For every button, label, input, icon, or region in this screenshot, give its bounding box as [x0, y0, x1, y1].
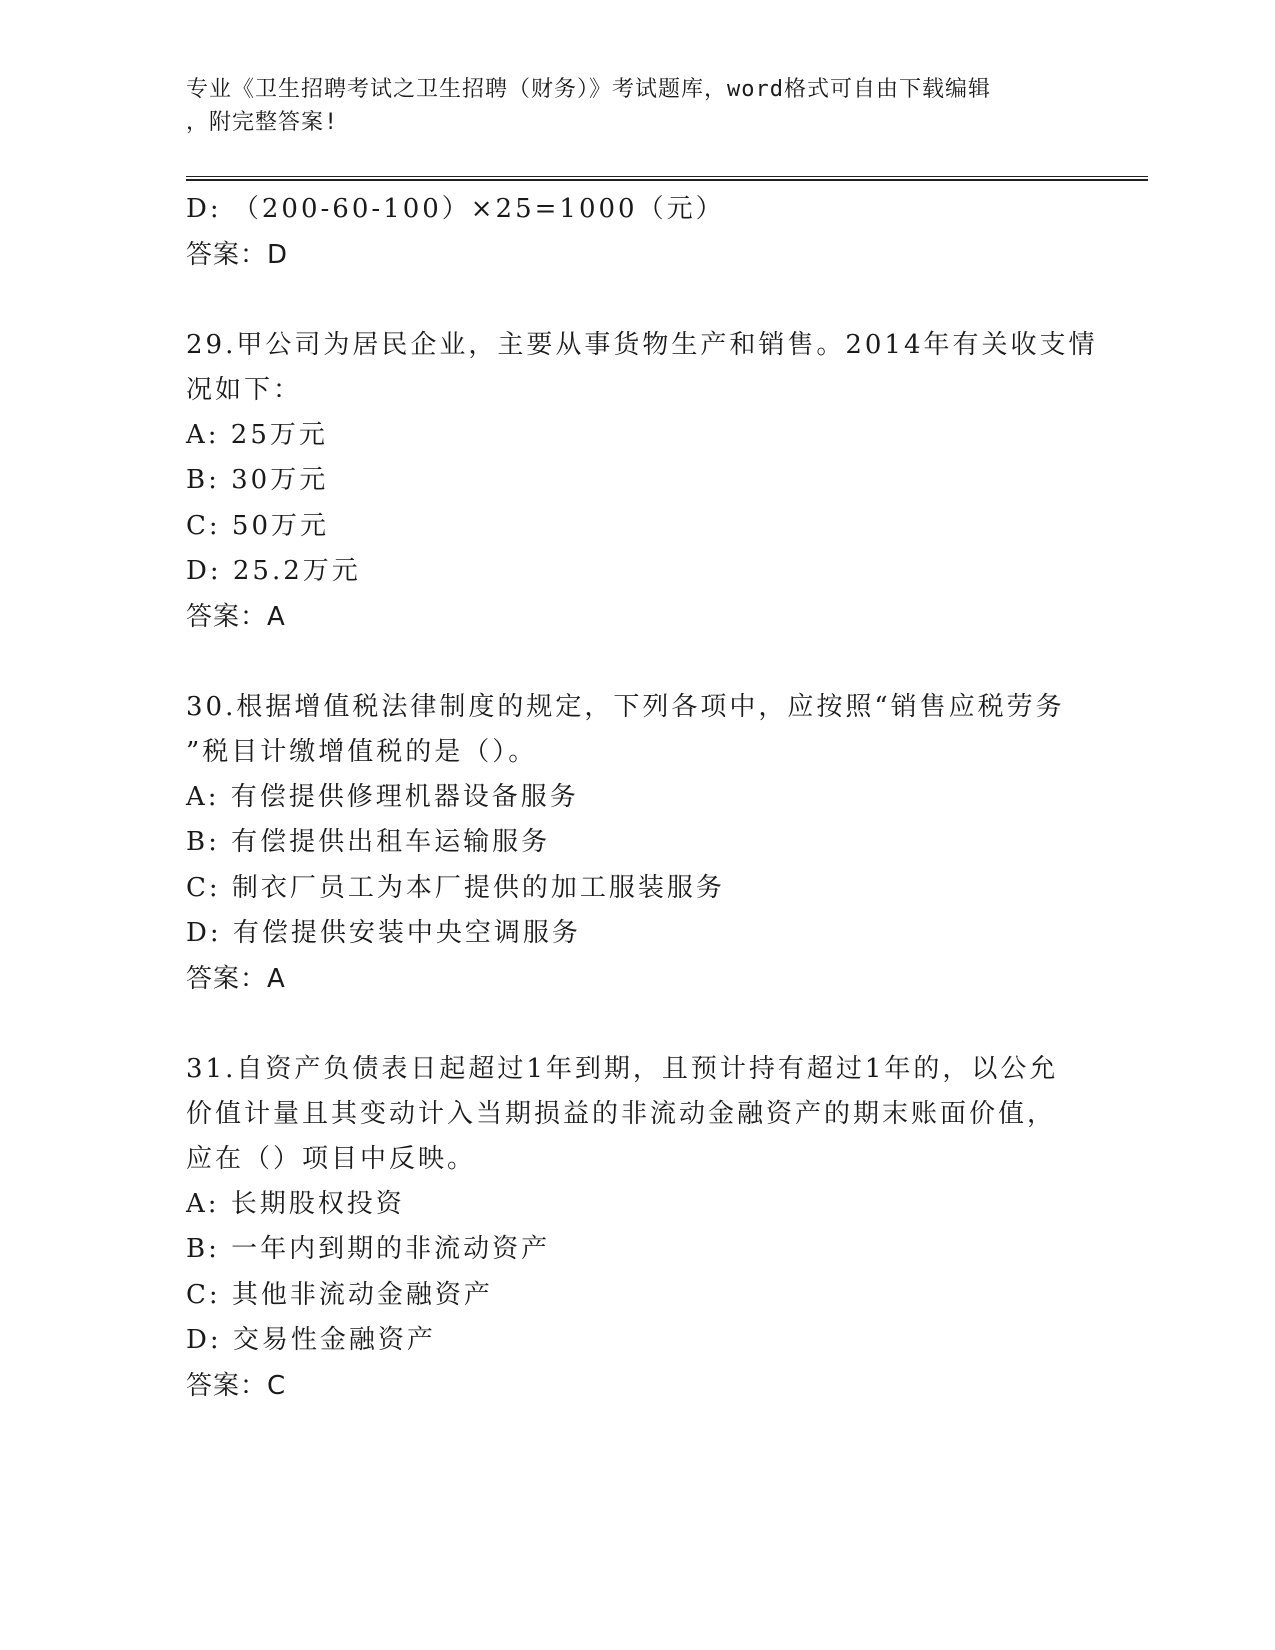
question-stem-line: ”税目计缴增值税的是（）。 [186, 736, 538, 767]
spacer [186, 1002, 1086, 1047]
header-divider [186, 176, 1148, 181]
document-body [186, 187, 1098, 1409]
option-b: B: 30万元 [186, 465, 329, 495]
spacer [186, 278, 1086, 323]
option-d: D: 25.2万元 [186, 556, 361, 586]
option-d: D: （200-60-100）×25=1000（元） [186, 194, 725, 224]
question-stem-line: 29.甲公司为居民企业，主要从事货物生产和销售。2014年有关收支情 [186, 329, 1098, 360]
question-stem-line: 30.根据增值税法律制度的规定，下列各项中，应按照“销售应税劳务 [186, 691, 1065, 722]
option-a: A: 有偿提供修理机器设备服务 [186, 781, 579, 812]
header-title-line-1: 专业《卫生招聘考试之卫生招聘（财务）》考试题库，word格式可自由下载编辑 [186, 77, 991, 102]
option-d: D: 有偿提供安装中央空调服务 [186, 918, 581, 948]
answer-line: 答案：D [186, 239, 289, 270]
option-c: C: 其他非流动金融资产 [186, 1279, 493, 1310]
question-stem-line: 价值计量且其变动计入当期损益的非流动金融资产的期末账面价值， [186, 1098, 1057, 1129]
question-31 [186, 1047, 1086, 1409]
option-b: B: 有偿提供出租车运输服务 [186, 827, 551, 857]
option-d: D: 交易性金融资产 [186, 1325, 436, 1355]
header-title-line-2: ，附完整答案! [186, 110, 339, 135]
option-c: C: 制衣厂员工为本厂提供的加工服装服务 [186, 872, 725, 903]
answer-line: 答案：A [186, 601, 286, 632]
answer-line: 答案：C [186, 1370, 287, 1401]
option-b: B: 一年内到期的非流动资产 [186, 1234, 551, 1264]
option-a: A: 25万元 [186, 419, 328, 450]
question-stem-line: 况如下： [186, 374, 303, 405]
previous-question-tail [186, 187, 1086, 278]
option-a: A: 长期股权投资 [186, 1188, 405, 1219]
spacer [186, 640, 1086, 685]
option-c: C: 50万元 [186, 510, 330, 541]
page-header [186, 73, 1066, 139]
question-stem-line: 31.自资产负债表日起超过1年到期，且预计持有超过1年的，以公允 [186, 1053, 1059, 1084]
answer-line: 答案：A [186, 963, 286, 994]
question-stem-line: 应在（）项目中反映。 [186, 1143, 477, 1174]
question-29 [186, 323, 1098, 640]
question-30 [186, 685, 1086, 1002]
